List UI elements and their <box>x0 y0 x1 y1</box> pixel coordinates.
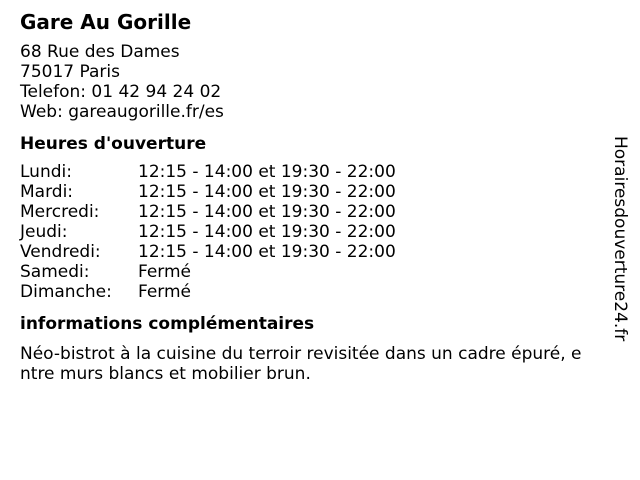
hours-row <box>20 182 600 202</box>
hours-row <box>20 282 600 302</box>
hours-row <box>20 242 600 262</box>
day-hours: Fermé <box>138 262 192 282</box>
address-block <box>20 42 600 122</box>
business-name: Gare Au Gorille <box>20 10 192 34</box>
day-hours: 12:15 - 14:00 et 19:30 - 22:00 <box>138 222 396 242</box>
day-label: Vendredi: <box>20 242 101 262</box>
hours-row <box>20 222 600 242</box>
day-hours: Fermé <box>138 282 192 302</box>
day-label: Mardi: <box>20 182 74 202</box>
website: Web: gareaugorille.fr/es <box>20 102 224 122</box>
street-address: 68 Rue des Dames <box>20 42 180 62</box>
day-hours: 12:15 - 14:00 et 19:30 - 22:00 <box>138 242 396 262</box>
phone-number: Telefon: 01 42 94 24 02 <box>20 82 222 102</box>
day-label: Lundi: <box>20 162 72 182</box>
business-card <box>20 10 600 384</box>
info-heading: informations complémentaires <box>20 314 315 334</box>
day-label: Jeudi: <box>20 222 68 242</box>
day-hours: 12:15 - 14:00 et 19:30 - 22:00 <box>138 162 396 182</box>
day-hours: 12:15 - 14:00 et 19:30 - 22:00 <box>138 182 396 202</box>
hours-row <box>20 202 600 222</box>
postal-city: 75017 Paris <box>20 62 120 82</box>
day-label: Mercredi: <box>20 202 100 222</box>
hours-row <box>20 162 600 182</box>
site-watermark: Horairesdouverture24.fr <box>610 136 630 342</box>
hours-row <box>20 262 600 282</box>
day-label: Dimanche: <box>20 282 112 302</box>
day-label: Samedi: <box>20 262 90 282</box>
info-description: Néo-bistrot à la cuisine du terroir revisitée dans un cadre épuré, entre murs blancs et mobilier brun. <box>20 344 582 384</box>
day-hours: 12:15 - 14:00 et 19:30 - 22:00 <box>138 202 396 222</box>
hours-table <box>20 162 600 302</box>
hours-heading: Heures d'ouverture <box>20 134 207 154</box>
